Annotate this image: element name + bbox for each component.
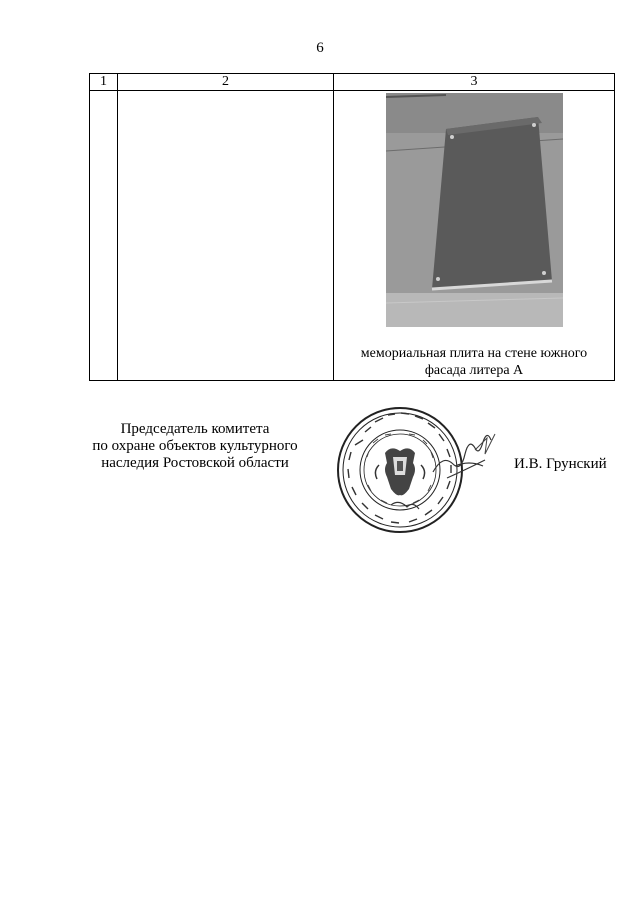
document-table	[89, 73, 615, 381]
signatory-title-line-1: Председатель комитета	[120, 421, 270, 437]
photo-container	[334, 91, 614, 379]
table-cell-photo	[334, 91, 615, 381]
caption-line-1: мемориальная плита на стене южного	[360, 346, 588, 361]
table-header-cell-2: 2	[118, 74, 334, 91]
table-cell-description	[118, 91, 334, 381]
table-row	[90, 91, 615, 381]
signatory-title	[80, 421, 310, 472]
caption-line-2: фасада литера А	[424, 363, 524, 378]
handwritten-signature-icon	[425, 420, 505, 490]
table-cell-number	[90, 91, 118, 381]
signatory-title-line-2: по охране объектов культурного	[92, 438, 298, 454]
signatory-name: И.В. Грунский	[514, 456, 607, 472]
memorial-plaque-photo	[386, 93, 563, 327]
table-header-row	[90, 74, 615, 91]
photo-caption	[361, 345, 587, 379]
table-header-cell-1: 1	[90, 74, 118, 91]
signatory-title-line-3: наследия Ростовской области	[101, 455, 289, 471]
table-header-cell-3: 3	[334, 74, 615, 91]
page-number: 6	[316, 40, 324, 56]
